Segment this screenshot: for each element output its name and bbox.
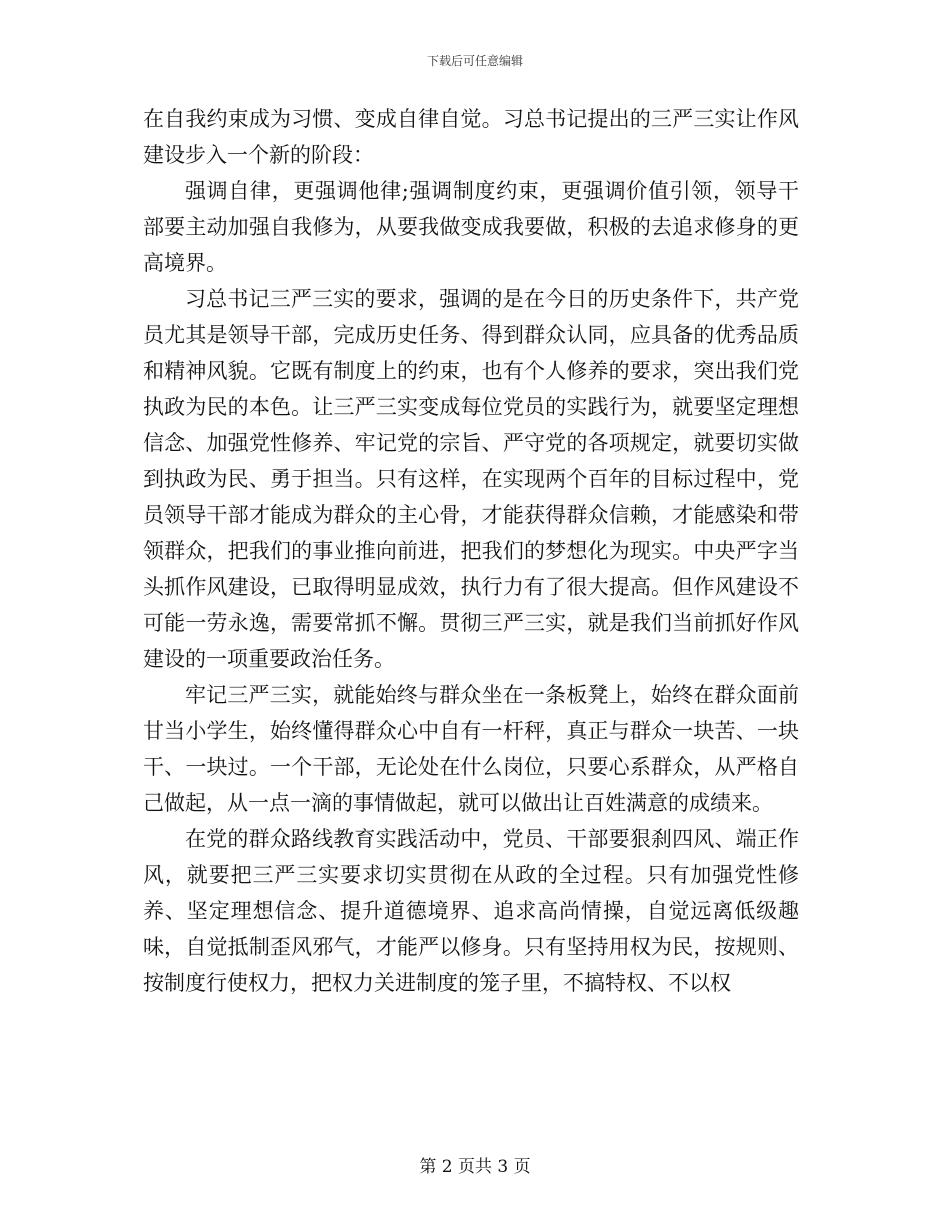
document-body <box>143 101 799 1001</box>
paragraph-continued: 在自我约束成为习惯、变成自律自觉。习总书记提出的三严三实让作风建设步入一个新的阶段： <box>143 107 799 167</box>
paragraph: 牢记三严三实，就能始终与群众坐在一条板凳上，始终在群众面前甘当小学生，始终懂得群众心中自有一杆秤，真正与群众一块苦、一块干、一块过。一个干部，无论处在什么岗位，只要心系群众，从严格自己做起，从一点一滴的事情做起，就可以做出让百姓满意的成绩来。 <box>143 683 799 815</box>
page-number: 第 2 页共 3 页 <box>419 1157 531 1177</box>
page-header-note: 下载后可任意编辑 <box>426 54 523 68</box>
paragraph: 习总书记三严三实的要求，强调的是在今日的历史条件下，共产党员尤其是领导干部，完成历史任务、得到群众认同，应具备的优秀品质和精神风貌。它既有制度上的约束，也有个人修养的要求，突出我们党执政为民的本色。让三严三实变成每位党员的实践行为，就要坚定理想信念、加强党性修养、牢记党的宗旨、严守党的各项规定，就要切实做到执政为民、勇于担当。只有这样，在实现两个百年的目标过程中，党员领导干部才能成为群众的主心骨，才能获得群众信赖，才能感染和带领群众，把我们的事业推向前进，把我们的梦想化为现实。中央严字当头抓作风建设，已取得明显成效，执行力有了很大提高。但作风建设不可能一劳永逸，需要常抓不懈。贯彻三严三实，就是我们当前抓好作风建设的一项重要政治任务。 <box>143 287 799 671</box>
paragraph: 强调自律，更强调他律;强调制度约束，更强调价值引领，领导干部要主动加强自我修为，从要我做变成我要做，积极的去追求修身的更高境界。 <box>143 179 799 275</box>
paragraph: 在党的群众路线教育实践活动中，党员、干部要狠刹四风、端正作风，就要把三严三实要求切实贯彻在从政的全过程。只有加强党性修养、坚定理想信念、提升道德境界、追求高尚情操，自觉远离低级趣味，自觉抵制歪风邪气，才能严以修身。只有坚持用权为民，按规则、按制度行使权力，把权力关进制度的笼子里，不搞特权、不以权 <box>143 827 799 995</box>
